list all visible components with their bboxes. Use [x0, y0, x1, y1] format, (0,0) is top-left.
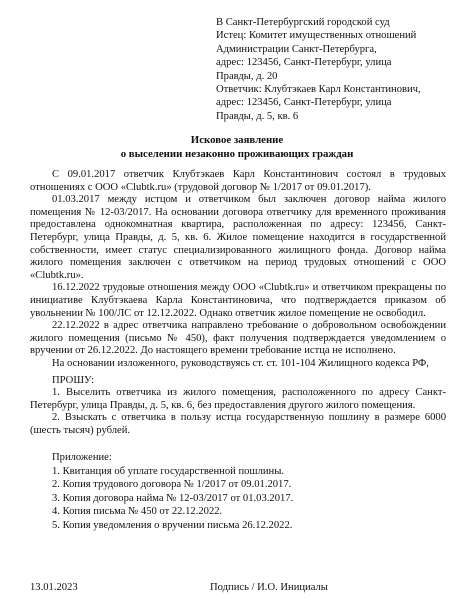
request-item-fee: 2. Взыскать с ответчика в пользу истца государственную пошлину в размере 6000 (шесть тысяч) рублей. [30, 412, 446, 436]
document-date: 13.01.2023 [30, 582, 78, 593]
paragraph-legal-basis: На основании изложенного, руководствуясь ст. ст. 101-104 Жилищного кодекса РФ, [52, 357, 429, 369]
paragraph-employment: С 09.01.2017 ответчик Клубтэкаев Карл Константинович состоял в трудовых отношениях с ООО «Clubtk.ru» (трудовой договор № 1/2017 от 09.01.2017). [30, 169, 446, 193]
header-line-defendant-address: адрес: 123456, Санкт-Петербург, улица [216, 97, 392, 109]
paragraph-lease: 01.03.2017 между истцом и ответчиком был заключен договор найма жилого помещения № 12-03/2017. На основании договора ответчику для временного проживания предоставлена однокомнатная квартира, расположенная по адресу: 123456, Санкт-Петербург, улица Правды, д. 5, кв. 6. Жилое помещение находится в государственной собственности, имеет статус специализированного жилищного фонда. Договор найма жилого помещения заключен с ответчиком на период трудовых отношений с ООО «Clubtk.ru». [30, 194, 446, 281]
attachment-item: 3. Копия договора найма № 12-03/2017 от 01.03.2017. [52, 492, 294, 504]
header-line-plaintiff-cont: Администрации Санкт-Петербурга, [216, 43, 377, 55]
paragraph-demand: 22.12.2022 в адрес ответчика направлено требование о добровольном освобождении жилого помещения (письмо № 450), факт получения подтверждается уведомлением о вручении от 26.12.2022. До настоящего времени требование истца не исполнено. [30, 320, 446, 357]
attachment-item: 4. Копия письма № 450 от 22.12.2022. [52, 506, 223, 518]
header-line-court: В Санкт-Петербургский городской суд [216, 17, 390, 28]
header-line-plaintiff-address-cont: Правды, д. 20 [216, 70, 278, 82]
request-heading: ПРОШУ: [52, 374, 95, 386]
attachments-heading: Приложение: [52, 452, 112, 464]
attachment-item: 2. Копия трудового договора № 1/2017 от 09.01.2017. [52, 479, 292, 491]
header-line-defendant-address-cont: Правды, д. 5, кв. 6 [216, 110, 299, 122]
request-item-eviction: 1. Выселить ответчика из жилого помещения, расположенного по адресу Санкт-Петербург, улица Правды, д. 5, кв. 6, без предоставления другого жилого помещения. [30, 387, 446, 411]
attachments-list [30, 451, 446, 531]
title-line-2: о выселении незаконно проживающих граждан [120, 148, 354, 160]
header-line-plaintiff-address: адрес: 123456, Санкт-Петербург, улица [216, 57, 392, 69]
document-body [30, 169, 446, 532]
paragraph-termination: 16.12.2022 трудовые отношения между ООО «Clubtk.ru» и ответчиком прекращены по инициативе Клубтэкаева Карла Константиновича, что подтверждается приказом об увольнении № 100/ЛС от 12.12.2022. Однако ответчик жилое помещение не освободил. [30, 282, 446, 319]
attachment-item: 5. Копия уведомления о вручении письма 26.12.2022. [52, 519, 293, 531]
document-title [30, 133, 444, 161]
signature-line: Подпись / И.О. Инициалы [210, 582, 328, 593]
addressee-block [216, 16, 456, 123]
header-line-defendant: Ответчик: Клубтэкаев Карл Константинович, [216, 84, 421, 96]
title-line-1: Исковое заявление [190, 134, 284, 146]
attachment-item: 1. Квитанция об уплате государственной пошлины. [52, 465, 284, 477]
header-line-plaintiff: Истец: Комитет имущественных отношений [216, 30, 417, 42]
